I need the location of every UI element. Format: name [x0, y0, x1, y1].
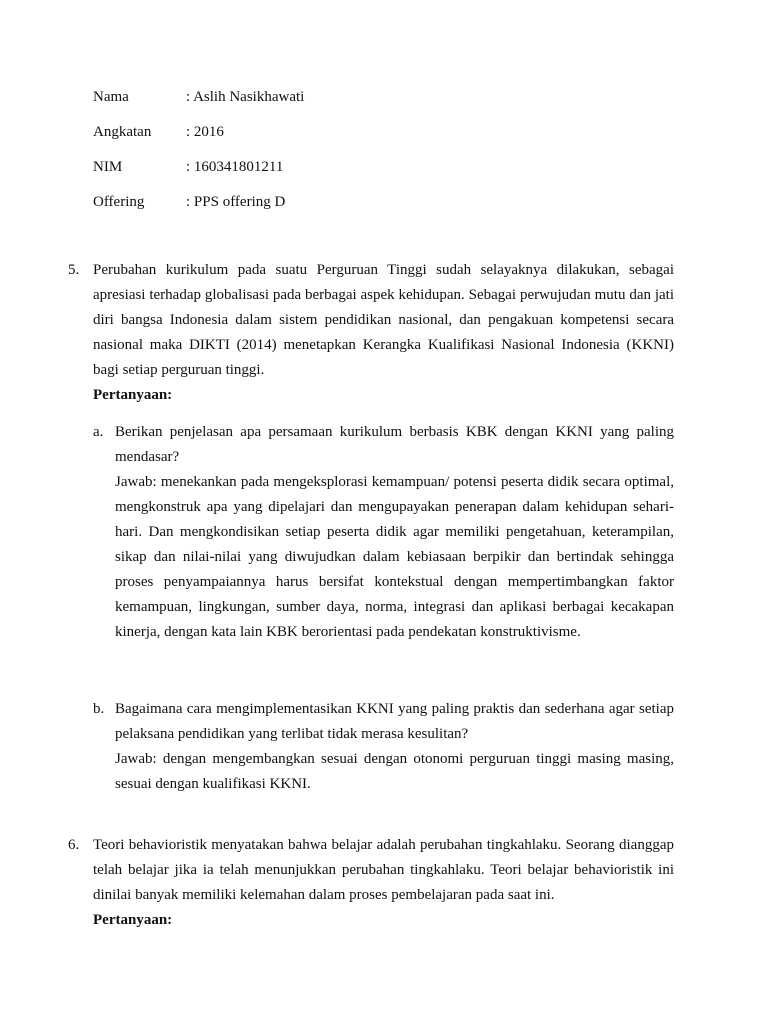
question-number: 5.: [68, 262, 80, 278]
sub-question-letter: b.: [93, 701, 105, 717]
sub-question-letter: a.: [93, 424, 104, 440]
sub-question-a: [93, 420, 674, 645]
pertanyaan-heading: Pertanyaan:: [93, 387, 173, 403]
sub-question-text: Berikan penjelasan apa persamaan kurikulum berbasis KBK dengan KKNI yang paling mendasar?: [115, 424, 674, 465]
student-info: [93, 87, 304, 227]
info-row-nama: [93, 87, 304, 122]
info-label: Nama: [93, 89, 129, 105]
question-text: Teori behavioristik menyatakan bahwa belajar adalah perubahan tingkahlaku. Seorang dianggap telah belajar jika ia telah menunjukkan perubahan tingkahlaku. Teori belajar behavioristik ini dinilai banyak memiliki kelemahan dalam proses pembelajaran pada saat ini.: [93, 837, 674, 903]
info-value: : 160341801211: [186, 159, 284, 175]
question-5: [68, 258, 674, 408]
info-row-angkatan: [93, 122, 304, 157]
info-row-nim: [93, 157, 304, 192]
info-value: : 2016: [186, 124, 224, 140]
info-row-offering: [93, 192, 304, 227]
question-number: 6.: [68, 837, 80, 853]
info-label: Offering: [93, 194, 145, 210]
info-value: : Aslih Nasikhawati: [186, 89, 305, 105]
sub-question-text: Bagaimana cara mengimplementasikan KKNI yang paling praktis dan sederhana agar setiap pelaksana pendidikan yang terlibat tidak merasa kesulitan?: [115, 701, 674, 742]
sub-question-b: [93, 697, 674, 797]
info-value: : PPS offering D: [186, 194, 286, 210]
answer-text: Jawab: menekankan pada mengeksplorasi kemampuan/ potensi peserta didik secara optimal, mengkonstruk apa yang dipelajari dan mengupayakan penerapan dalam kehidupan sehari-hari. Dan mengkondisikan setiap peserta didik agar memiliki pengetahuan, keterampilan, sikap dan nilai-nilai yang diwujudkan dalam kebiasaan berpikir dan bertindak sehingga proses penyampaiannya harus bersifat kontekstual dengan mempertimbangkan faktor kemampuan, lingkungan, sumber daya, norma, integrasi dan aplikasi berbagai kecakapan kinerja, dengan kata lain KBK berorientasi pada pendekatan konstruktivisme.: [115, 474, 674, 640]
info-label: Angkatan: [93, 124, 152, 140]
pertanyaan-heading: Pertanyaan:: [93, 912, 173, 928]
question-6: [68, 833, 674, 933]
info-label: NIM: [93, 159, 123, 175]
question-text: Perubahan kurikulum pada suatu Perguruan Tinggi sudah selayaknya dilakukan, sebagai apresiasi terhadap globalisasi pada berbagai aspek kehidupan. Sebagai perwujudan mutu dan jati diri bangsa Indonesia dalam sistem pendidikan nasional, dan pengakuan kompetensi secara nasional maka DIKTI (2014) menetapkan Kerangka Kualifikasi Nasional Indonesia (KKNI) bagi setiap perguruan tinggi.: [93, 262, 674, 378]
answer-text: Jawab: dengan mengembangkan sesuai dengan otonomi perguruan tinggi masing masing, sesuai dengan kualifikasi KKNI.: [115, 751, 674, 792]
